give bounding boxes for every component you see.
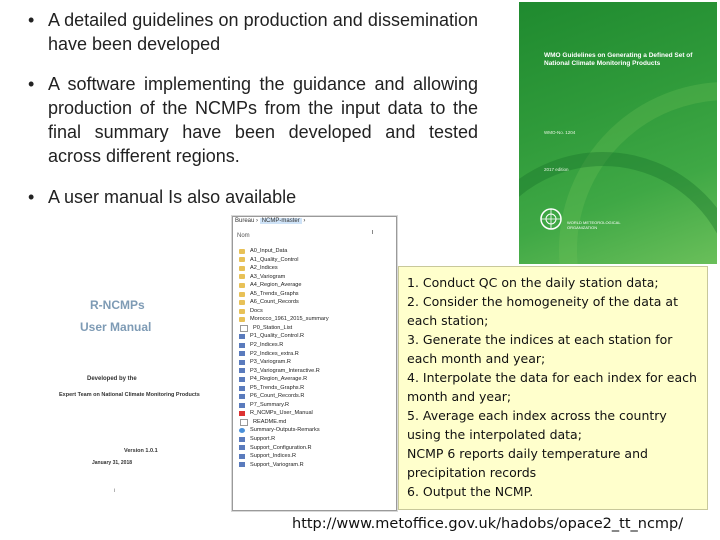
wmo-logo-icon xyxy=(539,207,563,231)
file-list-item[interactable] xyxy=(239,350,394,359)
file-list-item[interactable] xyxy=(239,341,394,350)
file-name: P1_Quality_Control.R xyxy=(250,333,305,340)
file-name: README.md xyxy=(253,418,287,425)
file-list-item[interactable] xyxy=(239,315,394,324)
bullet-text: A user manual Is also available xyxy=(48,187,297,207)
file-icon xyxy=(239,377,245,382)
file-name: P0_Station_List xyxy=(253,324,293,331)
file-icon xyxy=(239,334,245,339)
file-name: P6_Count_Records.R xyxy=(250,393,305,400)
file-list-item[interactable] xyxy=(239,384,394,393)
file-list-item[interactable] xyxy=(239,332,394,341)
folder-icon xyxy=(239,309,245,314)
file-name: P3_Variogram_Interactive.R xyxy=(250,367,320,374)
folder-icon xyxy=(239,274,245,279)
file-name: P4_Region_Average.R xyxy=(250,376,308,383)
bullet-software xyxy=(28,72,478,168)
folder-icon xyxy=(239,292,245,297)
file-name: P2_Indices_extra.R xyxy=(250,350,299,357)
manual-title: R-NCMPs xyxy=(90,298,145,312)
cover-number: WMO-No. 1204 xyxy=(544,130,576,135)
manual-date: January 31, 2018 xyxy=(92,460,133,466)
file-icon xyxy=(239,368,245,373)
file-name: A1_Quality_Control xyxy=(250,256,299,263)
file-icon xyxy=(239,351,245,356)
file-list-item[interactable] xyxy=(239,426,394,435)
file-list-item[interactable] xyxy=(239,409,394,418)
note-step: 6. Output the NCMP. xyxy=(407,484,534,499)
folder-icon xyxy=(239,257,245,262)
file-name: A6_Count_Records xyxy=(250,299,299,306)
file-explorer xyxy=(232,216,397,511)
file-list-item[interactable] xyxy=(239,401,394,410)
file-list-item[interactable] xyxy=(239,307,394,316)
file-name: Morocco_1961_2015_summary xyxy=(250,316,329,323)
file-icon xyxy=(239,386,245,391)
file-list-item[interactable] xyxy=(239,264,394,273)
reference-link[interactable]: http://www.metoffice.gov.uk/hadobs/opace2_tt_ncmp/ xyxy=(292,516,684,532)
user-manual-cover xyxy=(52,258,232,508)
file-list-item[interactable] xyxy=(239,418,394,427)
breadcrumb xyxy=(235,218,394,227)
file-name: A3_Variogram xyxy=(250,273,286,280)
file-icon xyxy=(239,343,245,348)
manual-page-number: i xyxy=(114,488,116,494)
file-icon xyxy=(239,454,245,459)
manual-developed-by: Developed by the xyxy=(87,376,137,382)
file-list-item[interactable] xyxy=(239,392,394,401)
folder-icon xyxy=(239,283,245,288)
note-step: 3. Generate the indices at each station for each month and year; xyxy=(407,332,673,366)
file-list-item[interactable] xyxy=(239,290,394,299)
bullet-marker: • xyxy=(28,187,35,207)
file-list-item[interactable] xyxy=(239,324,394,333)
bullet-user-manual xyxy=(28,185,478,209)
file-icon xyxy=(239,394,245,399)
file-icon xyxy=(239,462,245,467)
file-list xyxy=(239,247,394,469)
file-name: P2_Indices.R xyxy=(250,342,284,349)
file-name: R_NCMPs_User_Manual xyxy=(250,410,313,417)
file-list-item[interactable] xyxy=(239,298,394,307)
file-name: A5_Trends_Graphs xyxy=(250,290,299,297)
file-list-item[interactable] xyxy=(239,444,394,453)
file-name: A0_Input_Data xyxy=(250,248,288,254)
file-name: Docs xyxy=(250,307,263,314)
file-list-item[interactable] xyxy=(239,461,394,470)
bullet-guidelines xyxy=(28,8,478,56)
file-list-item[interactable] xyxy=(239,247,394,256)
file-list-item[interactable] xyxy=(239,358,394,367)
folder-icon xyxy=(239,300,245,305)
manual-version: Version 1.0.1 xyxy=(124,448,158,454)
column-header-name[interactable]: Nom xyxy=(237,233,250,239)
note-step: 4. Interpolate the data for each index for each month and year; xyxy=(407,370,697,404)
file-name: P5_Trends_Graphs.R xyxy=(250,384,305,391)
folder-icon xyxy=(239,249,245,254)
file-name: Support_Configuration.R xyxy=(250,444,312,451)
file-name: Summary-Outputs-Remarks xyxy=(250,427,320,434)
bullet-text: A software implementing the guidance and allowing production of the NCMPs from the input data to the final summary have been developed and tested across different regions. xyxy=(48,74,478,166)
bullet-marker: • xyxy=(28,10,35,30)
file-list-item[interactable] xyxy=(239,375,394,384)
file-icon xyxy=(240,325,248,332)
file-icon xyxy=(240,419,248,426)
breadcrumb-current[interactable]: NCMP-master xyxy=(261,218,300,224)
wmo-guidelines-cover xyxy=(519,2,717,264)
file-list-item[interactable] xyxy=(239,281,394,290)
file-name: Support_Indices.R xyxy=(250,453,297,460)
file-icon xyxy=(239,428,245,433)
bullet-marker: • xyxy=(28,74,35,94)
breadcrumb-root[interactable]: Bureau xyxy=(235,218,255,224)
cover-organization: WORLD METEOROLOGICAL ORGANIZATION xyxy=(567,220,621,230)
file-icon xyxy=(239,360,245,365)
cover-edition: 2017 edition xyxy=(544,167,569,172)
file-name: A4_Region_Average xyxy=(250,282,302,289)
breadcrumb-separator-icon: › xyxy=(256,218,260,224)
breadcrumb-separator-icon: › xyxy=(303,218,306,224)
note-step: NCMP 6 reports daily temperature and precipitation records xyxy=(407,446,648,480)
file-name: A2_Indices xyxy=(250,265,278,272)
note-step: 1. Conduct QC on the daily station data; xyxy=(407,275,659,290)
file-name: Support_Variogram.R xyxy=(250,461,304,468)
manual-team: Expert Team on National Climate Monitoring Products xyxy=(59,392,200,398)
file-list-item[interactable] xyxy=(239,452,394,461)
note-step: 5. Average each index across the country using the interpolated data; xyxy=(407,408,667,442)
note-step: 2. Consider the homogeneity of the data at each station; xyxy=(407,294,678,328)
file-icon xyxy=(239,411,245,416)
folder-icon xyxy=(239,266,245,271)
bullet-text: A detailed guidelines on production and dissemination have been developed xyxy=(48,10,478,54)
steps-note xyxy=(398,266,708,510)
collapse-icon[interactable] xyxy=(369,230,373,234)
file-icon xyxy=(239,445,245,450)
file-name: P3_Variogram.R xyxy=(250,359,291,366)
file-list-item[interactable] xyxy=(239,435,394,444)
file-list-item[interactable] xyxy=(239,273,394,282)
file-name: Support.R xyxy=(250,436,276,443)
file-list-item[interactable] xyxy=(239,367,394,376)
folder-icon xyxy=(239,317,245,322)
file-name: P7_Summary.R xyxy=(250,401,290,408)
cover-title: WMO Guidelines on Generating a Defined Set of National Climate Monitoring Products xyxy=(544,52,693,67)
file-icon xyxy=(239,403,245,408)
file-icon xyxy=(239,437,245,442)
manual-subtitle: User Manual xyxy=(80,320,152,334)
file-list-item[interactable] xyxy=(239,256,394,265)
